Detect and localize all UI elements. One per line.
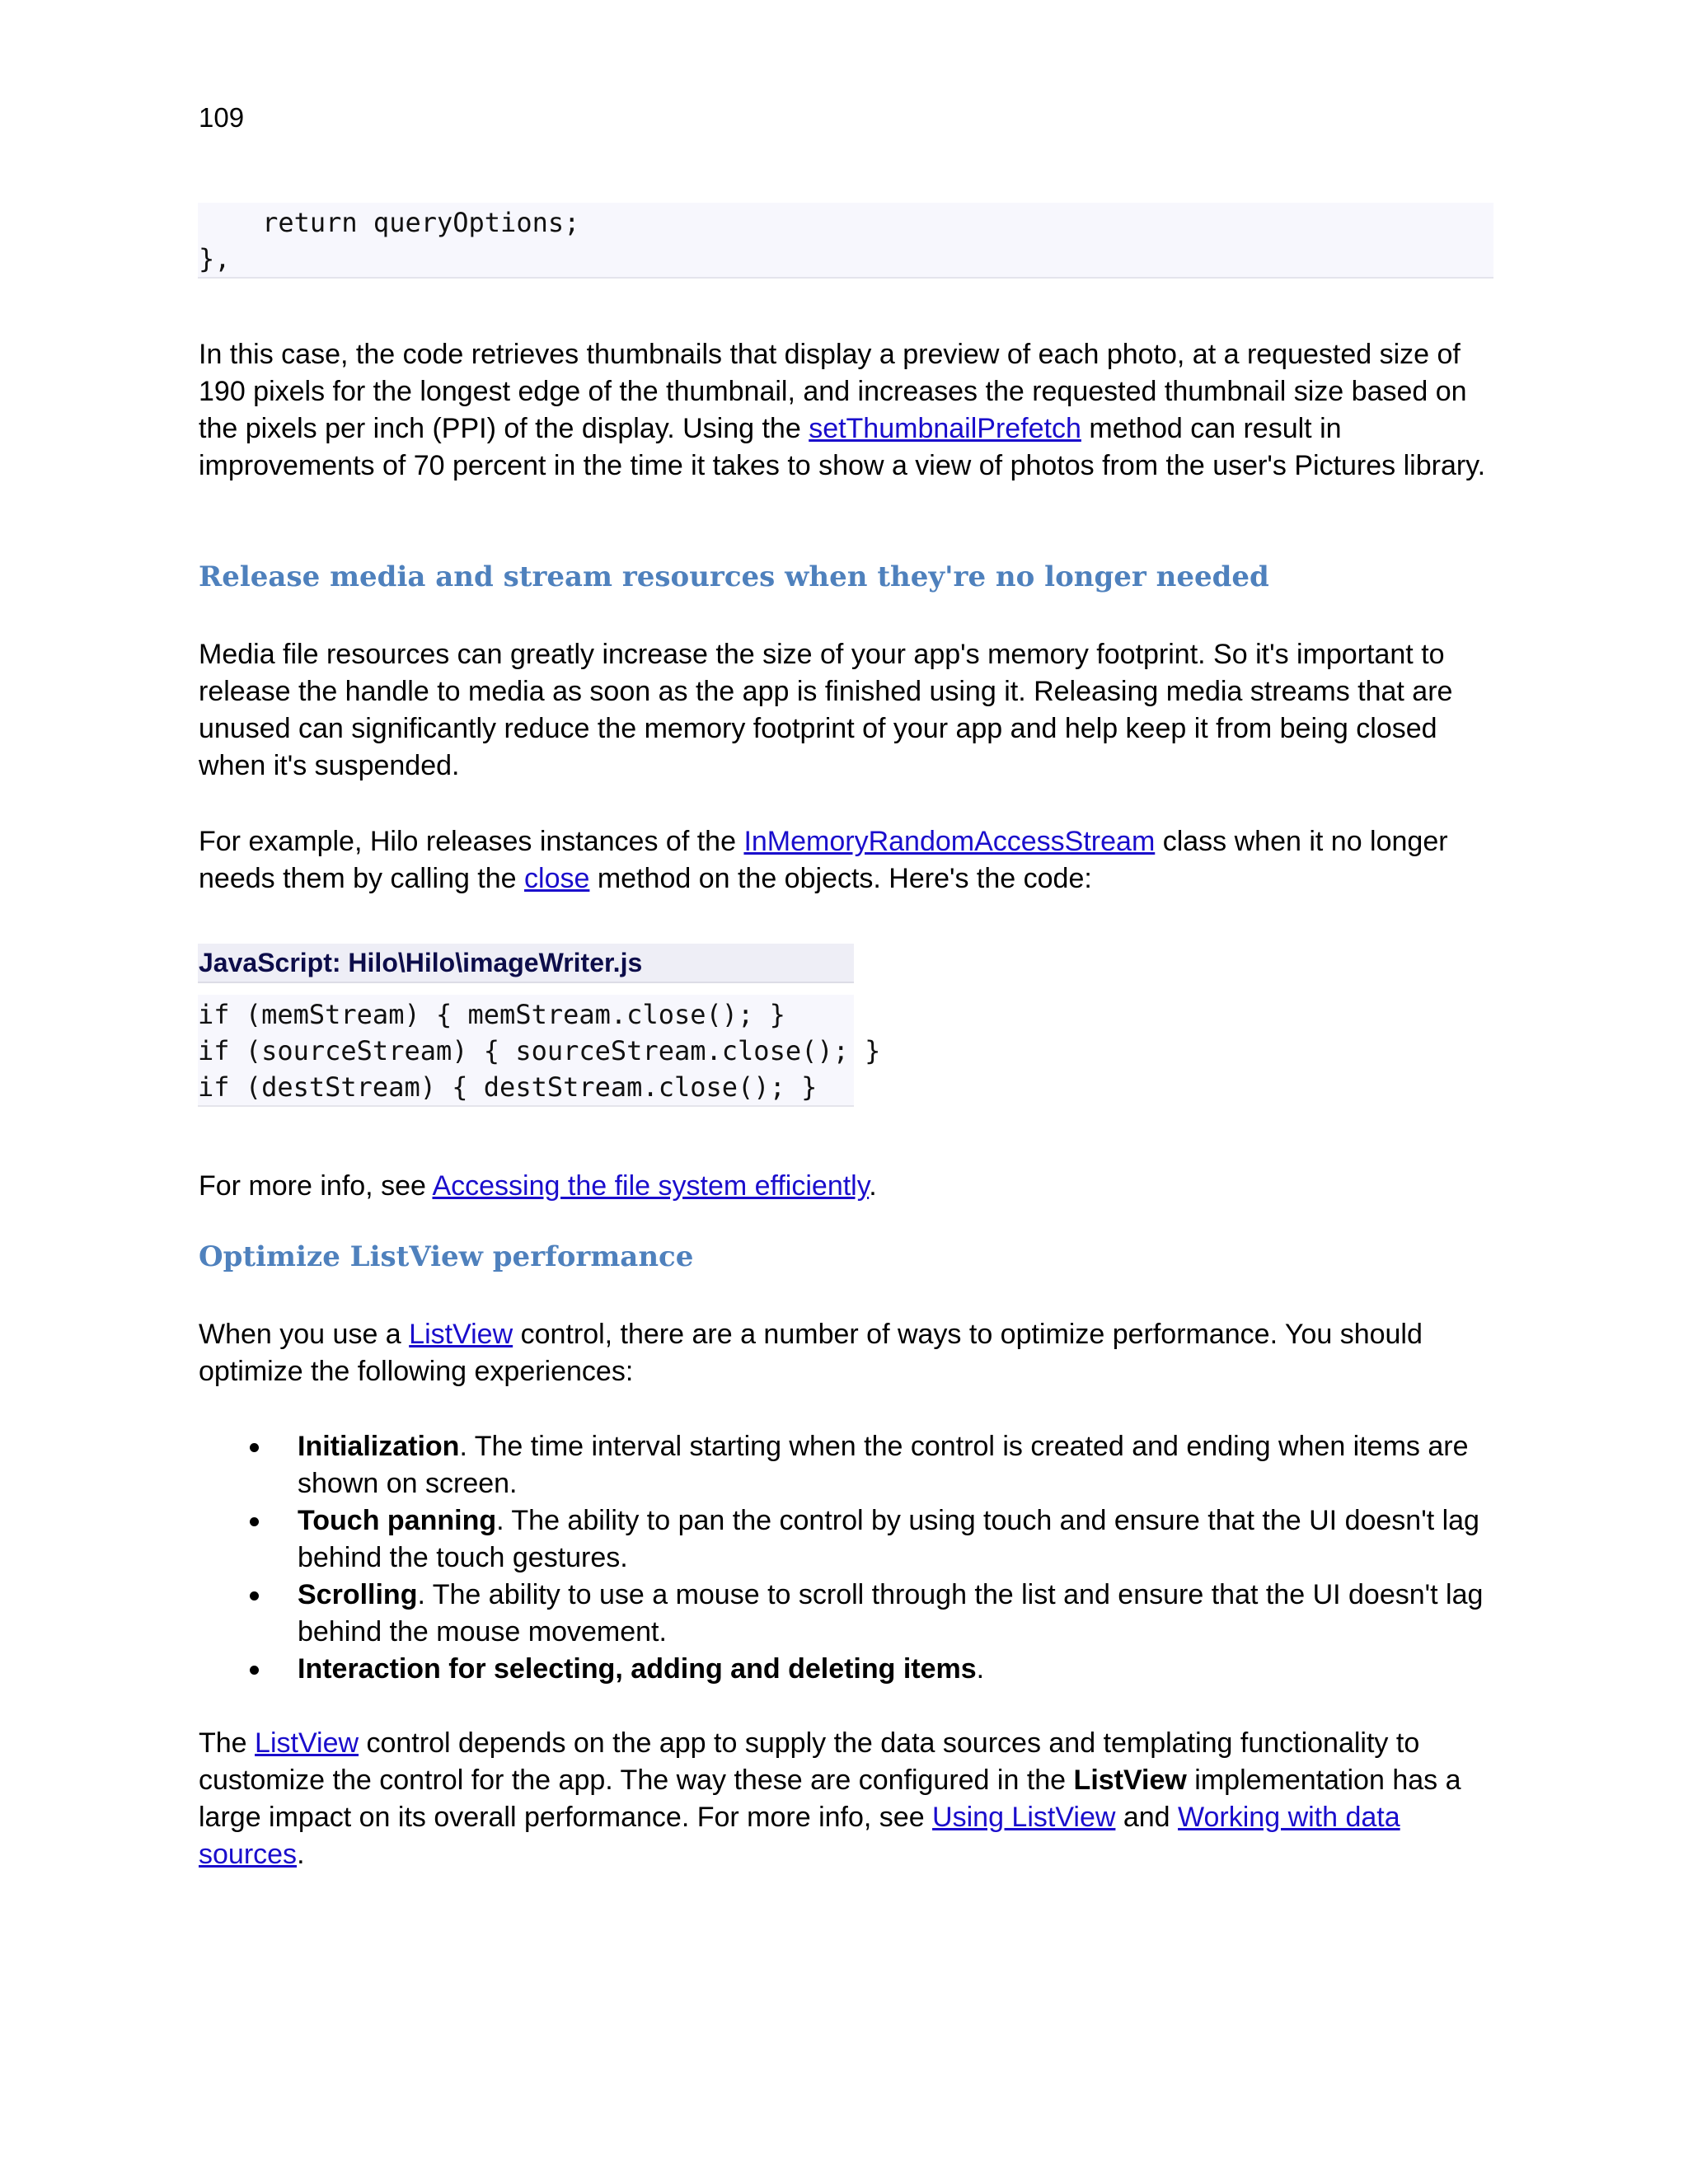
paragraph-text: For more info, see — [199, 1170, 433, 1202]
bullet-icon — [250, 1443, 259, 1452]
code-line: if (sourceStream) { sourceStream.close(); } — [198, 1035, 881, 1066]
link-close[interactable]: close — [524, 863, 590, 894]
paragraph-text: In this case, the code retrieves thumbnails that display a preview of each photo, at a requested size of 190 pixels for the longest edge of the thumbnail, and increases the requested thumbnail size based on the pixels per inch (PPI) of the display. Using the — [199, 339, 1467, 444]
paragraph-text: method can result in improvements of 70 percent in the time it takes to show a view of photos from the user's Pictures library. — [199, 413, 1486, 481]
heading-release-media: Release media and stream resources when they're no longer needed — [199, 560, 1269, 593]
code-caption: JavaScript: Hilo\Hilo\imageWriter.js — [198, 944, 854, 983]
link-listview[interactable]: ListView — [255, 1727, 359, 1759]
paragraph-text: control depends on the app to supply the data sources and templating functionality to customize the control for the app. The way these are configured in the — [199, 1727, 1420, 1796]
link-working-with-data-sources[interactable]: Working with data sources — [199, 1802, 1400, 1870]
link-accessing-file-system[interactable]: Accessing the file system efficiently — [432, 1170, 870, 1202]
code-line: return queryOptions; — [199, 207, 580, 238]
bold-listview: ListView — [1073, 1765, 1187, 1796]
link-setthumbnailprefetch[interactable]: setThumbnailPrefetch — [809, 413, 1081, 444]
paragraph-media-resources: Media file resources can greatly increase the size of your app's memory footprint. So it's important to release the handle to media as soon as the app is finished using it. Releasing media streams that are unused can significantly reduce the memory footprint of your app and help keep it from being closed when it's suspended. — [199, 639, 1453, 781]
paragraph-listview-intro — [199, 1316, 1501, 1390]
code-line: }, — [199, 243, 231, 274]
code-line: if (destStream) { destStream.close(); } — [198, 1071, 818, 1103]
bullet-desc: . — [976, 1653, 985, 1685]
code-block-query-options — [198, 203, 1493, 279]
bullet-icon — [250, 1666, 259, 1675]
paragraph-text: and — [1115, 1802, 1179, 1833]
bullet-term: Touch panning — [298, 1505, 497, 1536]
bullet-icon — [250, 1517, 259, 1526]
bullet-term: Interaction for selecting, adding and deleting items — [298, 1653, 977, 1685]
bullet-term: Scrolling — [298, 1579, 418, 1610]
paragraph-more-info — [199, 1168, 1501, 1205]
paragraph-thumbnails — [199, 336, 1501, 485]
code-line: if (memStream) { memStream.close(); } — [198, 999, 785, 1030]
paragraph-text: implementation has a large impact on its overall performance. For more info, see — [199, 1765, 1461, 1833]
paragraph-hilo-example — [199, 823, 1501, 898]
list-item — [199, 1577, 1501, 1651]
bullet-list — [199, 1428, 1501, 1688]
paragraph-text: class when it no longer needs them by calling the — [199, 826, 1448, 894]
paragraph-listview-data-sources — [199, 1725, 1501, 1873]
page-number: 109 — [199, 102, 245, 133]
paragraph-text: When you use a — [199, 1319, 410, 1350]
list-item — [199, 1502, 1501, 1577]
paragraph-text: For example, Hilo releases instances of the — [199, 826, 744, 857]
bullet-desc: . The ability to pan the control by using touch and ensure that the UI doesn't lag behind the touch gestures. — [298, 1505, 1479, 1573]
paragraph-text: . — [869, 1170, 877, 1202]
link-inmemoryrandomaccessstream[interactable]: InMemoryRandomAccessStream — [743, 826, 1156, 857]
paragraph-text: . — [297, 1839, 305, 1870]
bullet-desc: . The time interval starting when the control is created and ending when items are shown on screen. — [298, 1431, 1469, 1499]
bullet-term: Initialization — [298, 1431, 460, 1462]
heading-optimize-listview: Optimize ListView performance — [199, 1240, 694, 1273]
bullet-icon — [250, 1591, 259, 1601]
list-item — [199, 1651, 1501, 1688]
paragraph-text: control, there are a number of ways to optimize performance. You should optimize the following experiences: — [199, 1319, 1423, 1387]
link-using-listview[interactable]: Using ListView — [932, 1802, 1116, 1833]
link-listview[interactable]: ListView — [409, 1319, 513, 1350]
list-item — [199, 1428, 1501, 1502]
paragraph-text: The — [199, 1727, 256, 1759]
code-block-image-writer — [198, 995, 881, 1107]
paragraph-text: method on the objects. Here's the code: — [589, 863, 1092, 894]
bullet-desc: . The ability to use a mouse to scroll through the list and ensure that the UI doesn't lag behind the mouse movement. — [298, 1579, 1484, 1647]
